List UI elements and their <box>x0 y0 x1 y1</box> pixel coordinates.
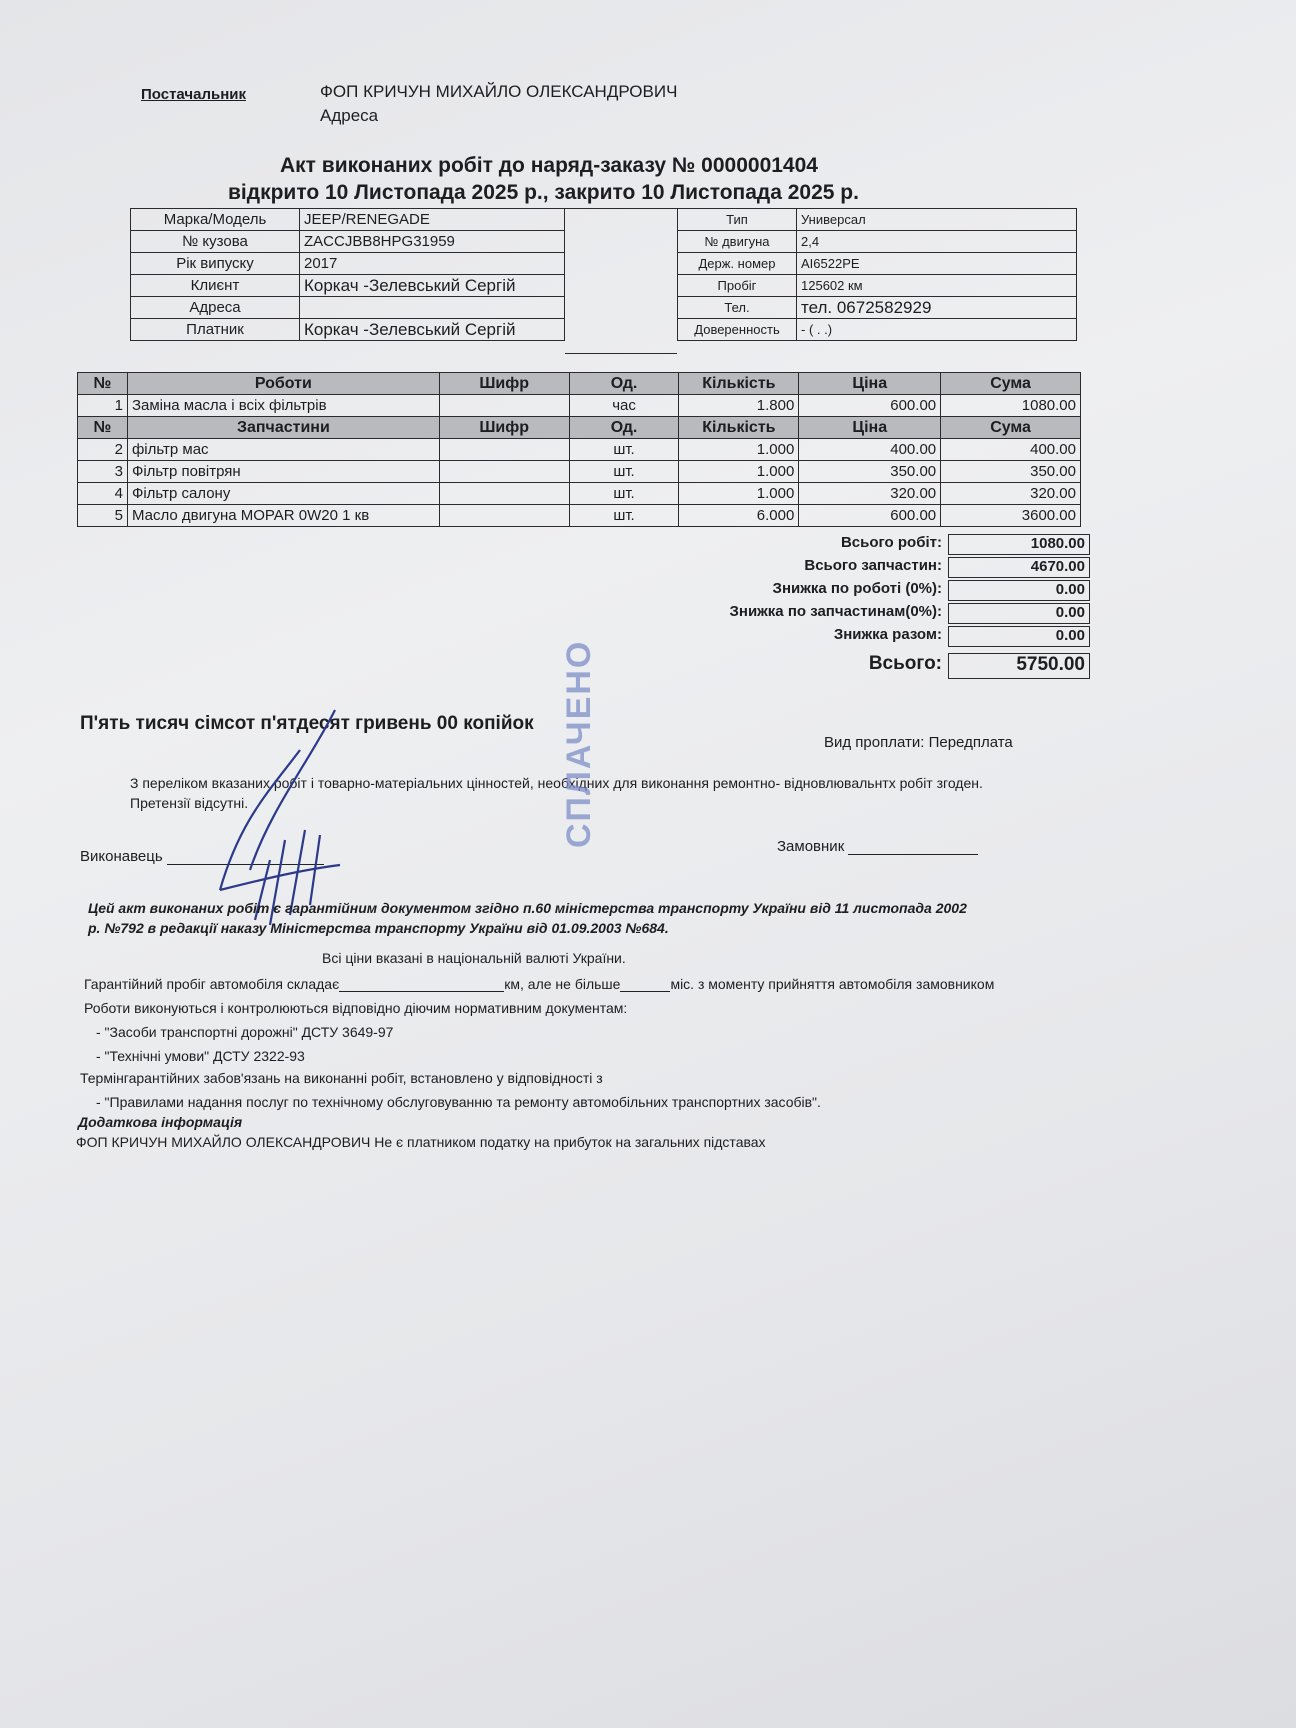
additional-info-text: ФОП КРИЧУН МИХАЙЛО ОЛЕКСАНДРОВИЧ Не є платником податку на прибуток на загальних підставах <box>76 1134 766 1150</box>
column-header-code: Шифр <box>439 373 569 395</box>
vehicle-info-right <box>677 208 1077 341</box>
vehicle-row <box>131 275 565 297</box>
vehicle-field-label: Марка/Модель <box>131 209 300 231</box>
column-header-unit: Од. <box>569 417 679 439</box>
column-header-qty: Кількість <box>679 373 799 395</box>
table-row <box>78 483 1081 505</box>
warranty-term: Термінгарантійних забов'язань на виконанні робіт, встановлено у відповідності з <box>80 1070 603 1086</box>
vehicle-row <box>678 275 1077 297</box>
cell-price: 320.00 <box>799 483 941 505</box>
warranty-note-1: Цей акт виконаних робіт є гарантійним документом згідно п.60 міністерства транспорту України від 11 листопада 2002 <box>88 900 967 916</box>
cell-sum: 1080.00 <box>941 395 1081 417</box>
vehicle-field-value: Коркач -Зелевський Сергій <box>300 275 565 297</box>
vehicle-row <box>131 319 565 341</box>
total-value: 0.00 <box>948 580 1090 601</box>
cell-no: 1 <box>78 395 128 417</box>
norms-text: Роботи виконуються і контролюються відповідно діючим нормативним документам: <box>84 1000 628 1016</box>
vehicle-field-value: 2017 <box>300 253 565 275</box>
supplier-label: Постачальник <box>141 86 246 103</box>
column-header-no: № <box>78 417 128 439</box>
document-dates: відкрито 10 Листопада 2025 р., закрито 10 Листопада 2025 р. <box>228 181 859 204</box>
total-label: Всього: <box>868 653 942 674</box>
additional-info-title: Додаткова інформація <box>78 1114 243 1130</box>
vehicle-field-label: Тип <box>678 209 797 231</box>
months-blank <box>620 991 670 992</box>
cell-sum: 3600.00 <box>941 505 1081 527</box>
column-header-sum: Сума <box>941 417 1081 439</box>
payment-type-label: Вид проплати: <box>824 734 925 751</box>
vehicle-field-label: Тел. <box>678 297 797 319</box>
vehicle-row <box>678 319 1077 341</box>
column-header-qty: Кількість <box>679 417 799 439</box>
total-label: Всього запчастин: <box>804 557 942 574</box>
column-header-price: Ціна <box>799 373 941 395</box>
vehicle-field-label: Адреса <box>131 297 300 319</box>
warranty-note-2: р. №792 в редакції наказу Міністерства транспорту України від 01.09.2003 №684. <box>88 920 669 936</box>
cell-qty: 1.000 <box>679 461 799 483</box>
column-header-name: Запчастини <box>127 417 439 439</box>
cell-sum: 320.00 <box>941 483 1081 505</box>
norm-2: - "Технічні умови" ДСТУ 2322-93 <box>96 1048 305 1064</box>
cell-qty: 1.800 <box>679 395 799 417</box>
cell-unit: шт. <box>569 461 679 483</box>
vehicle-row <box>678 253 1077 275</box>
vehicle-field-value: AI6522PE <box>797 253 1077 275</box>
cell-no: 4 <box>78 483 128 505</box>
cell-sum: 350.00 <box>941 461 1081 483</box>
cell-code <box>439 483 569 505</box>
service-rules: - "Правилами надання послуг по технічному обслуговуванню та ремонту автомобільних транспортних засобів". <box>96 1094 821 1110</box>
cell-no: 3 <box>78 461 128 483</box>
supplier-address-label: Адреса <box>320 106 379 125</box>
vehicle-field-value: Коркач -Зелевський Сергій <box>300 319 565 341</box>
warranty-mileage <box>84 976 994 992</box>
cell-price: 400.00 <box>799 439 941 461</box>
executor-label: Виконавець <box>80 848 163 865</box>
supplier-name: ФОП КРИЧУН МИХАЙЛО ОЛЕКСАНДРОВИЧ <box>320 82 678 101</box>
vehicle-field-label: Клиєнт <box>131 275 300 297</box>
table-row <box>78 395 1081 417</box>
cell-code <box>439 461 569 483</box>
total-label: Знижка по роботі (0%): <box>772 580 942 597</box>
vehicle-row <box>131 297 565 319</box>
column-header-name: Роботи <box>127 373 439 395</box>
vehicle-row <box>678 209 1077 231</box>
cell-price: 350.00 <box>799 461 941 483</box>
vehicle-field-value: JEEP/RENEGADE <box>300 209 565 231</box>
payment-type <box>824 734 1013 751</box>
total-value: 0.00 <box>948 603 1090 624</box>
cell-name: фільтр мас <box>127 439 439 461</box>
total-value: 1080.00 <box>948 534 1090 555</box>
vehicle-field-value: - ( . .) <box>797 319 1077 341</box>
mileage-text-b: км, але не більше <box>504 976 621 992</box>
table-header-row <box>78 373 1081 395</box>
vehicle-info-left <box>130 208 565 341</box>
norm-1: - "Засоби транспортні дорожні" ДСТУ 3649-97 <box>96 1024 394 1040</box>
vehicle-field-label: Держ. номер <box>678 253 797 275</box>
table-header-row <box>78 417 1081 439</box>
vehicle-row <box>131 209 565 231</box>
total-value: 0.00 <box>948 626 1090 647</box>
cell-no: 2 <box>78 439 128 461</box>
cell-qty: 1.000 <box>679 483 799 505</box>
vehicle-field-label: № двигуна <box>678 231 797 253</box>
vehicle-row <box>131 231 565 253</box>
vehicle-field-value: 2,4 <box>797 231 1077 253</box>
table-row <box>78 461 1081 483</box>
cell-unit: шт. <box>569 483 679 505</box>
vehicle-field-label: Доверенность <box>678 319 797 341</box>
vehicle-field-value: тел. 0672582929 <box>797 297 1077 319</box>
vehicle-table-gap <box>565 208 677 354</box>
cell-no: 5 <box>78 505 128 527</box>
cell-name: Фільтр повітрян <box>127 461 439 483</box>
cell-name: Заміна масла і всіх фільтрів <box>127 395 439 417</box>
cell-code <box>439 395 569 417</box>
cell-price: 600.00 <box>799 505 941 527</box>
total-value: 4670.00 <box>948 557 1090 578</box>
vehicle-field-label: Рік випуску <box>131 253 300 275</box>
total-label: Знижка по запчастинам(0%): <box>729 603 942 620</box>
cell-unit: час <box>569 395 679 417</box>
payment-type-value: Передплата <box>928 734 1013 751</box>
total-value: 5750.00 <box>948 653 1090 679</box>
cell-code <box>439 439 569 461</box>
vehicle-row <box>678 297 1077 319</box>
vehicle-field-value: 125602 км <box>797 275 1077 297</box>
table-row <box>78 439 1081 461</box>
column-header-sum: Сума <box>941 373 1081 395</box>
currency-note: Всі ціни вказані в національній валюті України. <box>322 950 626 966</box>
vehicle-row <box>678 231 1077 253</box>
column-header-code: Шифр <box>439 417 569 439</box>
cell-name: Масло двигуна MOPAR 0W20 1 кв <box>127 505 439 527</box>
works-parts-table <box>77 372 1081 527</box>
claims-text: Претензії відсутні. <box>130 795 249 811</box>
agreement-text: З переліком вказаних робіт і товарно-матеріальних цінностей, необхідних для виконання ремонтно- відновлювальнтх робіт згоден. <box>130 775 983 791</box>
cell-sum: 400.00 <box>941 439 1081 461</box>
customer-signature-field <box>777 838 978 855</box>
vehicle-field-value: Универсал <box>797 209 1077 231</box>
vehicle-field-label: Пробіг <box>678 275 797 297</box>
customer-signature-line <box>848 854 978 855</box>
cell-code <box>439 505 569 527</box>
column-header-no: № <box>78 373 128 395</box>
vehicle-field-label: Платник <box>131 319 300 341</box>
cell-unit: шт. <box>569 505 679 527</box>
total-label: Знижка разом: <box>833 626 942 643</box>
table-row <box>78 505 1081 527</box>
mileage-text-c: міс. з моменту прийняття автомобіля замовником <box>670 976 995 992</box>
mileage-text-a: Гарантійний пробіг автомобіля складає <box>84 976 340 992</box>
mileage-blank <box>339 991 504 992</box>
cell-qty: 6.000 <box>679 505 799 527</box>
column-header-unit: Од. <box>569 373 679 395</box>
vehicle-field-label: № кузова <box>131 231 300 253</box>
cell-name: Фільтр салону <box>127 483 439 505</box>
handwritten-signature <box>200 700 360 930</box>
customer-label: Замовник <box>777 838 845 855</box>
cell-qty: 1.000 <box>679 439 799 461</box>
paid-stamp: СПЛАЧЕНО <box>560 639 598 848</box>
document-title: Акт виконаних робіт до наряд-заказу № 0000001404 <box>280 154 818 177</box>
vehicle-field-value <box>300 297 565 319</box>
cell-unit: шт. <box>569 439 679 461</box>
column-header-price: Ціна <box>799 417 941 439</box>
amount-in-words: П'ять тисяч сімсот п'ятдесят гривень 00 копійок <box>80 713 534 734</box>
cell-price: 600.00 <box>799 395 941 417</box>
total-label: Всього робіт: <box>840 534 942 551</box>
vehicle-field-value: ZACCJBB8HPG31959 <box>300 231 565 253</box>
vehicle-row <box>131 253 565 275</box>
